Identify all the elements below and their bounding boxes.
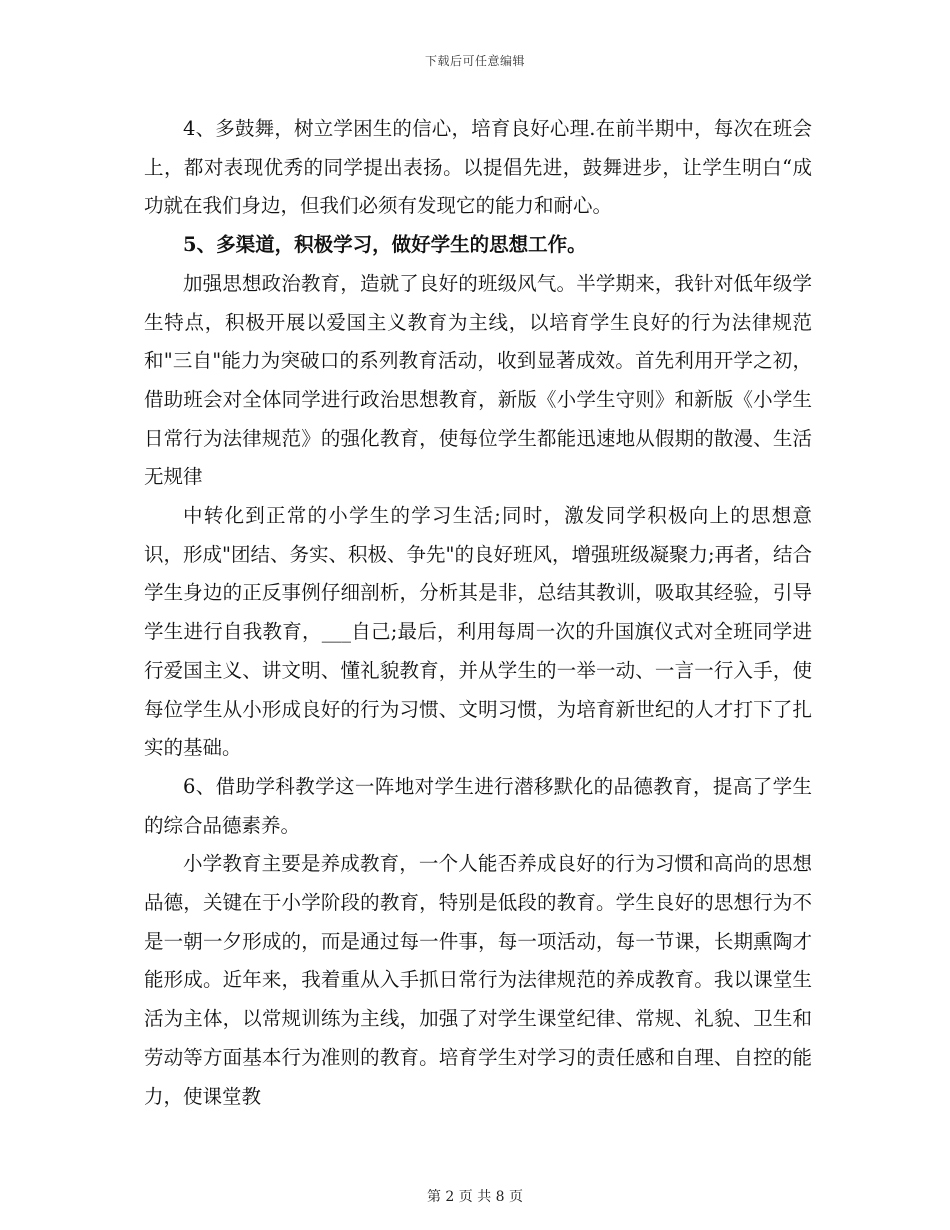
paragraph-point-6: 6、借助学科教学这一阵地对学生进行潜移默化的品德教育，提高了学生的综合品德素养。 xyxy=(144,774,812,837)
paragraph-heading-point-5: 5、多渠道，积极学习，做好学生的思想工作。 xyxy=(183,233,587,257)
paragraph-point-4: 4、多鼓舞，树立学困生的信心，培育良好心理.在前半期中，每次在班会上，都对表现优秀的同学提出表扬。以提倡先进，鼓舞进步，让学生明白“成功就在我们身边，但我们必须有发现它的能力和耐心。 xyxy=(144,117,812,218)
document-body xyxy=(144,110,812,1116)
paragraph-political-education: 加强思想政治教育，造就了良好的班级风气。半学期来，我针对低年级学生特点，积极开展以爱国主义教育为主线，以培育学生良好的行为法律规范和"三自"能力为突破口的系列教育活动，收到显著成效。首先利用开学之初，借助班会对全体同学进行政治思想教育，新版《小学生守则》和新版《小学生日常行为法律规范》的强化教育，使每位学生都能迅速地从假期的散漫、生活无规律 xyxy=(144,271,812,489)
paragraph-transition-study-life: 中转化到正常的小学生的学习生活;同时，激发同学积极向上的思想意识，形成"团结、务实、积极、争先"的良好班风，增强班级凝聚力;再者，结合学生身边的正反事例仔细剖析，分析其是非，总结其教训，吸取其经验，引导学生进行自我教育，___自己;最后，利用每周一次的升国旗仪式对全班同学进行爱国主义、讲文明、懂礼貌教育，并从学生的一举一动、一言一行入手，使每位学生从小形成良好的行为习惯、文明习惯，为培育新世纪的人才打下了扎实的基础。 xyxy=(144,504,813,760)
paragraph-habit-education: 小学教育主要是养成教育，一个人能否养成良好的行为习惯和高尚的思想品德，关键在于小学阶段的教育，特别是低段的教育。学生良好的思想行为不是一朝一夕形成的，而是通过每一件事，每一项活动，每一节课，长期熏陶才能形成。近年来，我着重从入手抓日常行为法律规范的养成教育。我以课堂生活为主体，以常规训练为主线，加强了对学生课堂纪律、常规、礼貌、卫生和劳动等方面基本行为准则的教育。培育学生对学习的责任感和自理、自控的能力，使课堂教 xyxy=(144,852,812,1108)
page-number-footer: 第 2 页 共 8 页 xyxy=(426,1189,524,1205)
page-header: 下载后可任意编辑 xyxy=(424,54,525,68)
